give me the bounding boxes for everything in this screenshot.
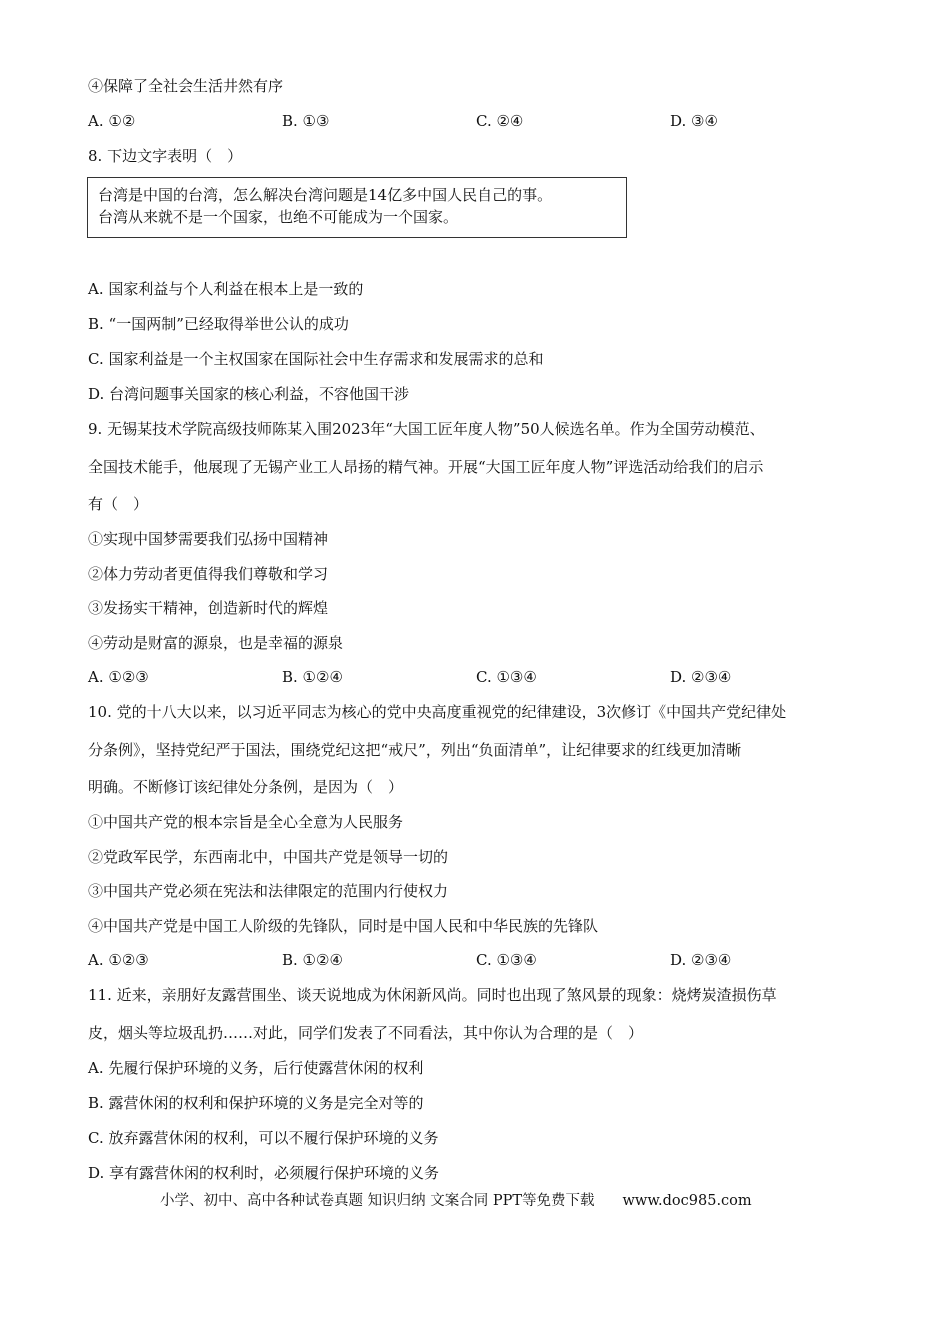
q8-quote-line-1: 台湾是中国的台湾，怎么解决台湾问题是14亿多中国人民自己的事。 bbox=[98, 186, 553, 204]
q7-item-4: ④保障了全社会生活井然有序 bbox=[88, 77, 284, 95]
q8-quote-line-2: 台湾从来就不是一个国家，也绝不可能成为一个国家。 bbox=[98, 208, 459, 226]
q11-option-a: A. 先履行保护环境的义务，后行使露营休闲的权利 bbox=[88, 1059, 424, 1077]
q9-stem-line-1: 9. 无锡某技术学院高级技师陈某入围2023年“大国工匠年度人物”50人候选名单。作为全国劳动模范、 bbox=[88, 420, 765, 438]
q9-option-a: A. ①②③ bbox=[88, 668, 149, 686]
q10-option-b: B. ①②④ bbox=[282, 951, 343, 969]
q9-option-d: D. ②③④ bbox=[670, 668, 732, 686]
q7-option-c: C. ②④ bbox=[476, 112, 524, 130]
q10-stem-line-2: 分条例》，坚持党纪严于国法，围绕党纪这把“戒尺”，列出“负面清单”，让纪律要求的红线更加清晰 bbox=[88, 741, 742, 759]
q7-option-d: D. ③④ bbox=[670, 112, 718, 130]
q7-option-a: A. ①② bbox=[88, 112, 136, 130]
q10-stem-line-1: 10. 党的十八大以来，以习近平同志为核心的党中央高度重视党的纪律建设，3次修订《中国共产党纪律处 bbox=[88, 703, 787, 721]
footer-site-link[interactable]: www.doc985.com bbox=[622, 1193, 752, 1209]
q10-item-4: ④中国共产党是中国工人阶级的先锋队，同时是中国人民和中华民族的先锋队 bbox=[88, 917, 599, 935]
q9-item-4: ④劳动是财富的源泉，也是幸福的源泉 bbox=[88, 634, 344, 652]
q10-option-d: D. ②③④ bbox=[670, 951, 732, 969]
q11-stem-line-2: 皮，烟头等垃圾乱扔……对此，同学们发表了不同看法，其中你认为合理的是（ ） bbox=[88, 1024, 644, 1042]
q10-item-2: ②党政军民学，东西南北中，中国共产党是领导一切的 bbox=[88, 848, 449, 866]
footer-text: 小学、初中、高中各种试卷真题 知识归纳 文案合同 PPT等免费下载 bbox=[160, 1193, 595, 1209]
q9-item-2: ②体力劳动者更值得我们尊敬和学习 bbox=[88, 565, 329, 583]
q10-item-1: ①中国共产党的根本宗旨是全心全意为人民服务 bbox=[88, 813, 404, 831]
q10-option-c: C. ①③④ bbox=[476, 951, 537, 969]
page-footer bbox=[160, 1191, 752, 1211]
q9-item-1: ①实现中国梦需要我们弘扬中国精神 bbox=[88, 530, 329, 548]
q8-option-c: C. 国家利益是一个主权国家在国际社会中生存需求和发展需求的总和 bbox=[88, 350, 544, 368]
q8-quote-box bbox=[87, 177, 627, 238]
q10-stem-line-3: 明确。不断修订该纪律处分条例，是因为（ ） bbox=[88, 778, 404, 796]
q9-option-c: C. ①③④ bbox=[476, 668, 537, 686]
q11-stem-line-1: 11. 近来，亲朋好友露营围坐、谈天说地成为休闲新风尚。同时也出现了煞风景的现象：烧烤炭渣损伤草 bbox=[88, 986, 777, 1004]
q10-item-3: ③中国共产党必须在宪法和法律限定的范围内行使权力 bbox=[88, 882, 449, 900]
q11-option-c: C. 放弃露营休闲的权利，可以不履行保护环境的义务 bbox=[88, 1129, 439, 1147]
q9-option-b: B. ①②④ bbox=[282, 668, 343, 686]
q8-option-d: D. 台湾问题事关国家的核心利益，不容他国干涉 bbox=[88, 385, 410, 403]
q9-stem-line-3: 有（ ） bbox=[88, 495, 149, 513]
q10-option-a: A. ①②③ bbox=[88, 951, 149, 969]
q8-stem: 8. 下边文字表明（ ） bbox=[88, 147, 243, 165]
q8-option-b: B. “一国两制”已经取得举世公认的成功 bbox=[88, 315, 349, 333]
q7-option-b: B. ①③ bbox=[282, 112, 330, 130]
q8-option-a: A. 国家利益与个人利益在根本上是一致的 bbox=[88, 280, 364, 298]
q11-option-d: D. 享有露营休闲的权利时，必须履行保护环境的义务 bbox=[88, 1164, 440, 1182]
q11-option-b: B. 露营休闲的权利和保护环境的义务是完全对等的 bbox=[88, 1094, 424, 1112]
q9-stem-line-2: 全国技术能手，他展现了无锡产业工人昂扬的精气神。开展“大国工匠年度人物”评选活动给我们的启示 bbox=[88, 458, 764, 476]
q9-item-3: ③发扬实干精神，创造新时代的辉煌 bbox=[88, 599, 329, 617]
